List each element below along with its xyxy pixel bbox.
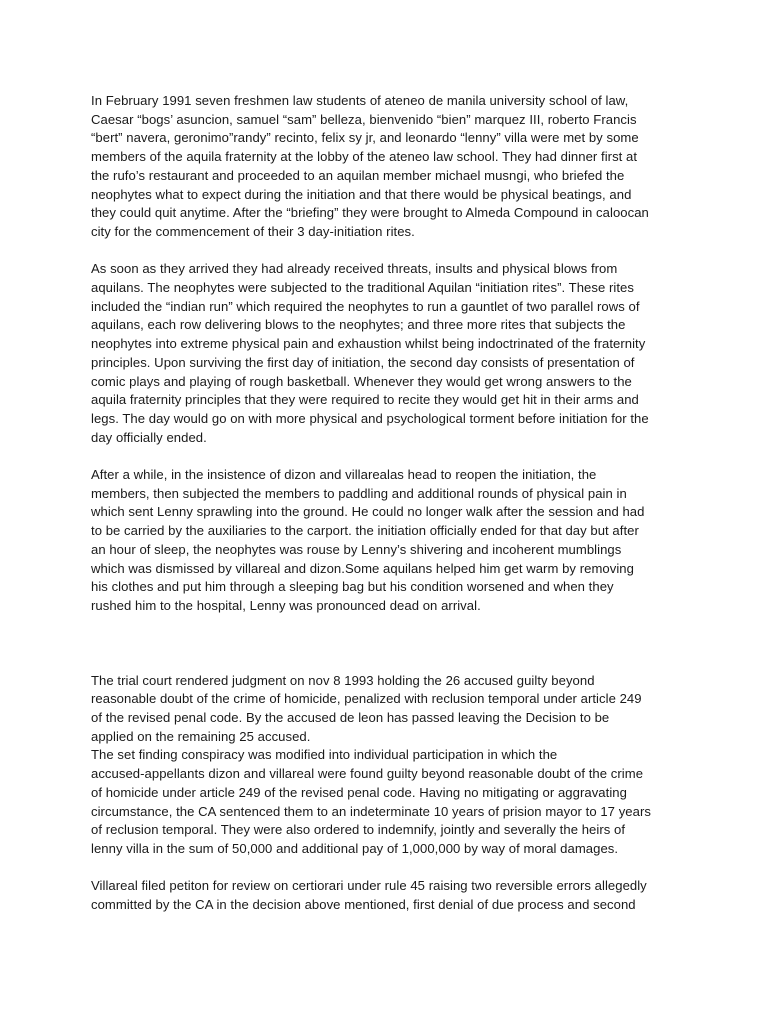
text-line: “bert” navera, geronimo”randy” recinto, felix sy jr, and leonardo “lenny” villa were met by some (91, 130, 639, 146)
paragraph-spacer (91, 447, 680, 466)
text-line: to be carried by the auxiliaries to the carport. the initiation officially ended for that day but after (91, 523, 639, 539)
paragraph-petition-for-review (91, 877, 680, 914)
text-line: they could quit anytime. After the “briefing” they were brought to Almeda Compound in caloocan (91, 205, 649, 221)
text-line: of the revised penal code. By the accused de leon has passed leaving the Decision to be (91, 710, 610, 726)
text-line: aquilans. The neophytes were subjected to the traditional Aquilan “initiation rites”. These rites (91, 280, 634, 296)
paragraph-trial-court-judgment (91, 672, 680, 859)
text-line: As soon as they arrived they had already received threats, insults and physical blows from (91, 261, 618, 277)
text-line: After a while, in the insistence of dizon and villarealas head to reopen the initiation, the (91, 467, 597, 483)
text-line: neophytes into extreme physical pain and exhaustion whilst being indoctrinated of the fraternity (91, 336, 646, 352)
text-line: circumstance, the CA sentenced them to an indeterminate 10 years of prision mayor to 17 years (91, 803, 651, 819)
text-line: the rufo’s restaurant and proceeded to an aquilan member michael musngi, who briefed the (91, 167, 625, 183)
text-line: principles. Upon surviving the first day of initiation, the second day consists of presentation of (91, 354, 635, 370)
text-line: reasonable doubt of the crime of homicide, penalized with reclusion temporal under article 249 (91, 691, 642, 707)
text-line: of homicide under article 249 of the revised penal code. Having no mitigating or aggravating (91, 784, 627, 800)
paragraph-spacer (91, 859, 680, 878)
text-line: The set finding conspiracy was modified into individual participation in which the (91, 747, 558, 763)
text-line: of reclusion temporal. They were also ordered to indemnify, jointly and severally the heirs of (91, 822, 626, 838)
text-line: which was dismissed by villareal and dizon.Some aquilans helped him get warm by removing (91, 560, 634, 576)
text-line: comic plays and playing of rough basketball. Whenever they would get wrong answers to the (91, 373, 632, 389)
paragraph-hazing-background (91, 92, 680, 242)
text-line: members, then subjected the members to paddling and additional rounds of physical pain in (91, 485, 627, 501)
text-line: rushed him to the hospital, Lenny was pronounced dead on arrival. (91, 597, 481, 613)
text-line: his clothes and put him through a sleeping bag but his condition worsened and when they (91, 579, 614, 595)
text-line: included the “indian run” which required the neophytes to run a gauntlet of two parallel rows of (91, 298, 640, 314)
section-spacer (91, 616, 680, 672)
text-line: Villareal filed petiton for review on certiorari under rule 45 raising two reversible errors allegedly (91, 878, 647, 894)
text-line: day officially ended. (91, 429, 207, 445)
text-line: which sent Lenny sprawling into the ground. He could no longer walk after the session and had (91, 504, 645, 520)
text-line: legs. The day would go on with more physical and psychological torment before initiation for the (91, 410, 649, 426)
text-line: aquila fraternity principles that they were required to recite they would get hit in their arms and (91, 392, 639, 408)
paragraph-spacer (91, 242, 680, 261)
paragraph-reopened-initiation (91, 466, 680, 616)
text-line: aquilans, each row delivering blows to the neophytes; and three more rites that subjects the (91, 317, 626, 333)
text-line: city for the commencement of their 3 day-initiation rites. (91, 223, 415, 239)
text-line: an hour of sleep, the neophytes was rouse by Lenny’s shivering and incoherent mumblings (91, 541, 622, 557)
text-line: The trial court rendered judgment on nov 8 1993 holding the 26 accused guilty beyond (91, 672, 595, 688)
text-line: lenny villa in the sum of 50,000 and additional pay of 1,000,000 by way of moral damages. (91, 840, 619, 856)
text-line: In February 1991 seven freshmen law students of ateneo de manila university school of law, (91, 93, 629, 108)
text-line: accused-appellants dizon and villareal were found guilty beyond reasonable doubt of the crime (91, 766, 644, 782)
text-line: committed by the CA in the decision above mentioned, first denial of due process and second (91, 897, 636, 913)
text-line: neophytes what to expect during the initiation and that there would be physical beatings, and (91, 186, 632, 202)
text-line: members of the aquila fraternity at the lobby of the ateneo law school. They had dinner first at (91, 149, 638, 165)
paragraph-initiation-rites (91, 260, 680, 447)
text-line: applied on the remaining 25 accused. (91, 728, 311, 744)
text-line: Caesar “bogs’ asuncion, samuel “sam” belleza, bienvenido “bien” marquez III, roberto Francis (91, 111, 637, 127)
